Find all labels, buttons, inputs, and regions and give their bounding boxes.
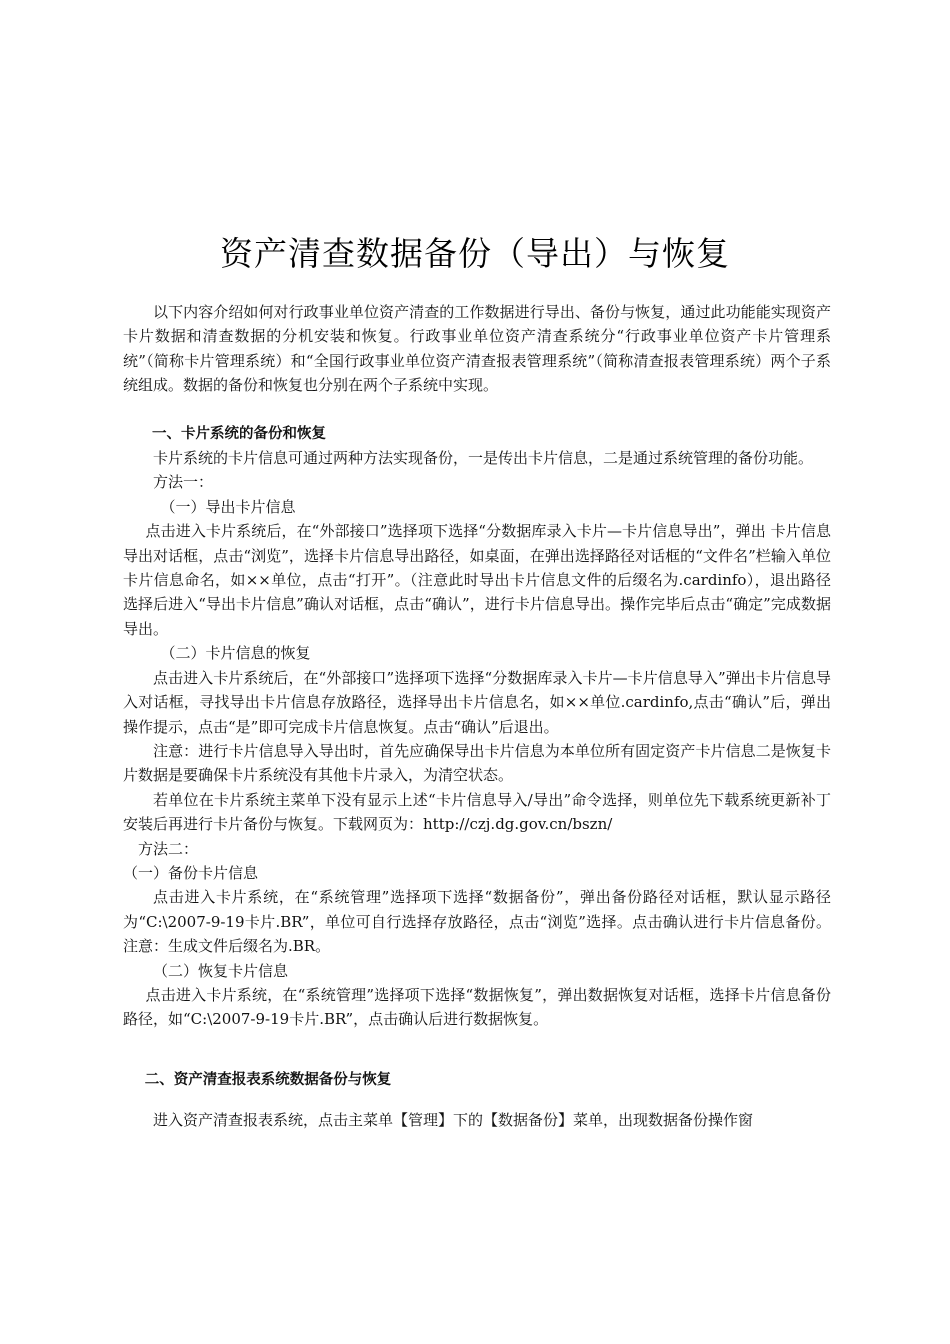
section2-intro: 进入资产清查报表系统，点击主菜单【管理】下的【数据备份】菜单，出现数据备份操作窗 [153,1111,754,1130]
method2-sub2-text: 点击进入卡片系统，在“系统管理”选择项下选择“数据恢复”，弹出数据恢复对话框，选择卡片信息备份路径，如“C:\2007-9-19卡片.BR”，点击确认后进行数据恢复。 [123,985,831,1029]
note-paragraph: 注意：进行卡片信息导入导出时，首先应确保导出卡片信息为本单位所有固定资产卡片信息二是恢复卡片数据是要确保卡片系统没有其他卡片录入，为清空状态。 [123,741,831,785]
document-body [123,300,831,1133]
method2-sub2-label: （二）恢复卡片信息 [153,961,289,980]
method1-sub2-label: （二）卡片信息的恢复 [160,644,311,663]
method2-label: 方法二： [138,839,199,858]
method2-sub1-label: （一）备份卡片信息 [123,863,259,882]
section1-intro: 卡片系统的卡片信息可通过两种方法实现备份，一是传出卡片信息，二是通过系统管理的备份功能。 [153,449,814,468]
section2-heading: 二、资产清查报表系统数据备份与恢复 [144,1071,392,1088]
section1-heading: 一、卡片系统的备份和恢复 [152,425,326,442]
document-title: 资产清查数据备份（导出）与恢复 [220,234,730,273]
patch-paragraph: 若单位在卡片系统主菜单下没有显示上述“卡片信息导入/导出”命令选择，则单位先下载系统更新补丁安装后再进行卡片备份与恢复。下载网页为：http://czj.dg.gov.cn/bszn/ [123,790,831,834]
method1-sub1-text: 点击进入卡片系统后，在“外部接口”选择项下选择“分数据库录入卡片—卡片信息导出”，弹出 卡片信息导出对话框，点击“浏览”，选择卡片信息导出路径，如桌面，在弹出选择路径对话框的“文件名”栏输入单位卡片信息命名，如××单位，点击“打开”。（注意此时导出卡片信息文件的后缀名为.cardinfo），退出路径选择后进入“导出卡片信息”确认对话框，点击“确认”，进行卡片信息导出。操作完毕后点击“确定”完成数据导出。 [123,522,831,638]
method1-sub1-label: （一）导出卡片信息 [160,497,296,516]
method1-sub2-text: 点击进入卡片系统后，在“外部接口”选择项下选择“分数据库录入卡片—卡片信息导入”弹出卡片信息导入对话框，寻找导出卡片信息存放路径，选择导出卡片信息名，如××单位.cardinfo,点击“确认”后，弹出操作提示，点击“是”即可完成卡片信息恢复。点击“确认”后退出。 [123,668,831,736]
method2-sub1-text: 点击进入卡片系统，在“系统管理”选择项下选择“数据备份”，弹出备份路径对话框，默认显示路径为“C:\2007-9-19卡片.BR”，单位可自行选择存放路径，点击“浏览”选择。点击确认进行卡片信息备份。注意：生成文件后缀名为.BR。 [123,888,831,956]
method1-label: 方法一： [153,473,214,492]
intro-paragraph: 以下内容介绍如何对行政事业单位资产清查的工作数据进行导出、备份与恢复，通过此功能能实现资产卡片数据和清查数据的分机安装和恢复。行政事业单位资产清查系统分“行政事业单位资产卡片管理系统”（简称卡片管理系统）和“全国行政事业单位资产清查报表管理系统”（简称清查报表管理系统）两个子系统组成。数据的备份和恢复也分别在两个子系统中实现。 [123,303,831,395]
